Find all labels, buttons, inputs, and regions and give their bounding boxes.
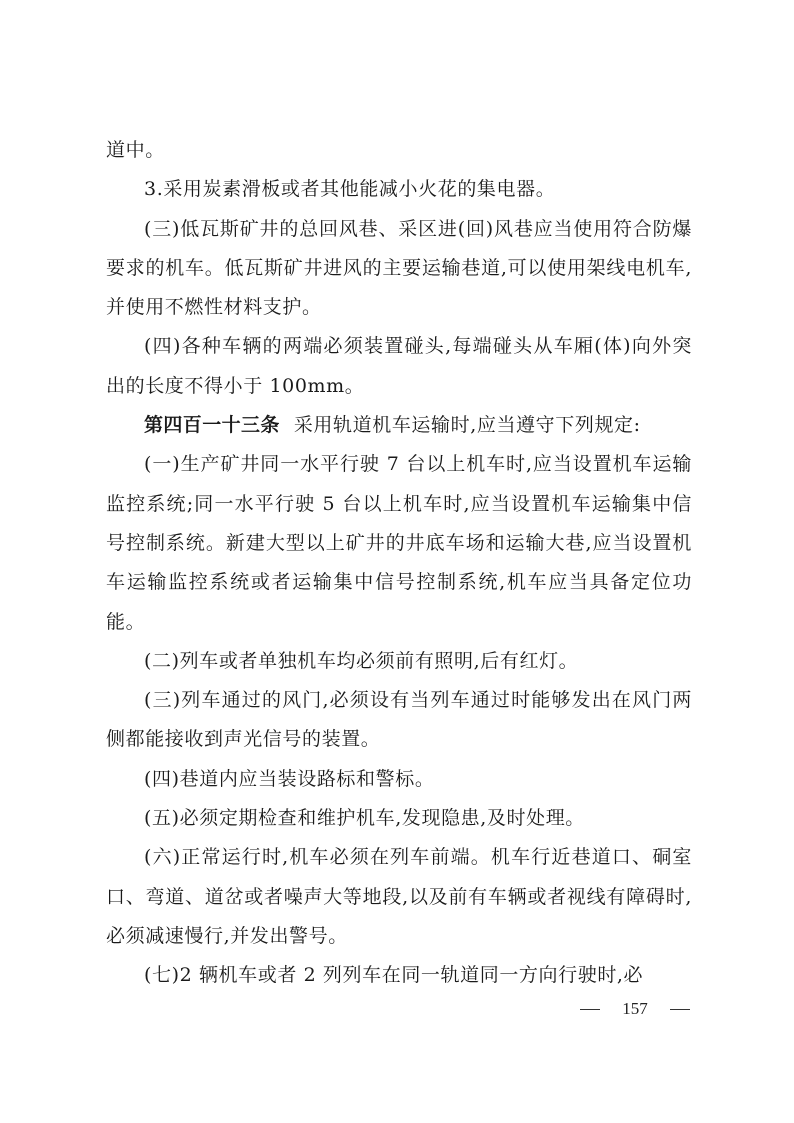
article-intro: 采用轨道机车运输时,应当遵守下列规定: <box>293 414 641 437</box>
paragraph-clause-4: (四)各种车辆的两端必须装置碰头,每端碰头从车厢(体)向外突出的长度不得小于 100mm。 <box>106 335 692 397</box>
footer-dash-left <box>580 1009 600 1010</box>
article-item-4: (四)巷道内应当装设路标和警标。 <box>144 767 435 790</box>
footer-dash-right <box>670 1009 690 1010</box>
article-number: 第四百一十三条 <box>144 414 280 437</box>
article-item-7: (七)2 辆机车或者 2 列列车在同一轨道同一方向行驶时,必 <box>144 964 644 987</box>
article-item-3: (三)列车通过的风门,必须设有当列车通过时能够发出在风门两侧都能接收到声光信号的装置。 <box>106 689 692 751</box>
article-item-6: (六)正常运行时,机车必须在列车前端。机车行近巷道口、硐室口、弯道、道岔或者噪声大等地段,以及前有车辆或者视线有障碍时,必须减速慢行,并发出警号。 <box>106 846 692 947</box>
paragraph-continuation: 道中。 <box>106 139 165 161</box>
body-text <box>106 131 692 996</box>
article-paragraph <box>106 406 692 445</box>
article-item-5: (五)必须定期检查和维护机车,发现隐患,及时处理。 <box>144 807 585 830</box>
article-item-1: (一)生产矿井同一水平行驶 7 台以上机车时,应当设置机车运输监控系统;同一水平行驶 5 台以上机车时,应当设置机车运输集中信号控制系统。新建大型以上矿井的井底车场和运输大巷,应当设置机车运输监控系统或者运输集中信号控制系统,机车应当具备定位功能。 <box>106 453 692 633</box>
paragraph-clause-3: (三)低瓦斯矿井的总回风巷、采区进(回)风巷应当使用符合防爆要求的机车。低瓦斯矿井进风的主要运输巷道,可以使用架线电机车,并使用不燃性材料支护。 <box>106 217 692 319</box>
paragraph-item-3: 3.采用炭素滑板或者其他能减小火花的集电器。 <box>144 178 556 201</box>
page-footer <box>580 997 690 1021</box>
page-number: 157 <box>622 999 648 1018</box>
article-item-2: (二)列车或者单独机车均必须前有照明,后有红灯。 <box>144 649 579 672</box>
